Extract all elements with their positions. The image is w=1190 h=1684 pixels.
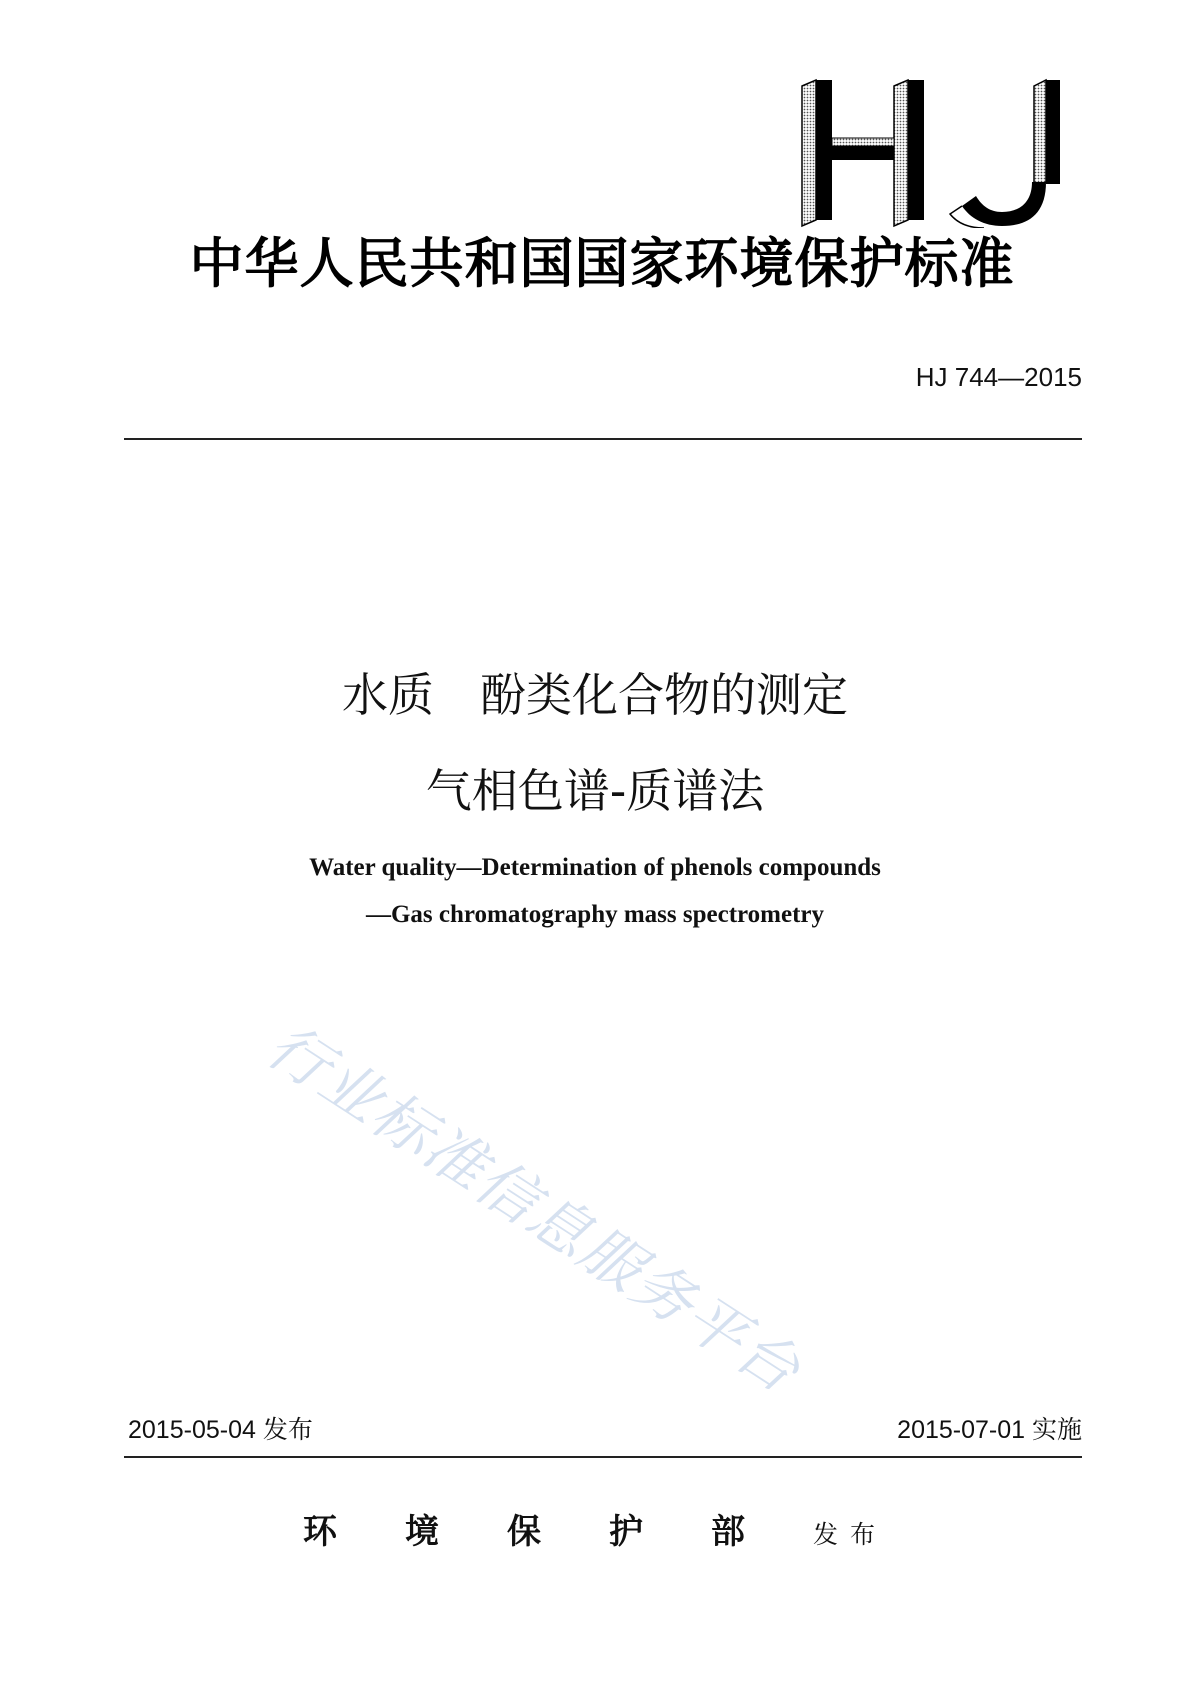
zh-title-line-2: 气相色谱-质谱法	[425, 764, 765, 818]
issue-date: 2015-05-04 发布	[128, 1416, 313, 1444]
zh-title-subject: 水质	[342, 668, 434, 722]
implementation-date: 2015-07-01 实施	[897, 1416, 1082, 1444]
issuer	[0, 1512, 1190, 1552]
zh-title-line-1	[0, 668, 1190, 722]
hj-logo	[800, 78, 1062, 228]
standard-category-title: 中华人民共和国国家环境保护标准	[189, 231, 1015, 295]
standard-number: HJ 744—2015	[915, 362, 1082, 392]
zh-title-method: 酚类化合物的测定	[480, 668, 848, 722]
bottom-divider	[124, 1456, 1082, 1458]
watermark: 行业标准信息服务平台	[254, 1010, 813, 1408]
top-divider	[124, 438, 1082, 440]
en-title-line-2: —Gas chromatography mass spectrometry	[365, 901, 825, 928]
issuer-suffix: 发布	[812, 1520, 887, 1549]
issuer-name: 环境保护部	[302, 1512, 813, 1552]
en-title-line-1: Water quality—Determination of phenols compounds	[309, 854, 881, 881]
